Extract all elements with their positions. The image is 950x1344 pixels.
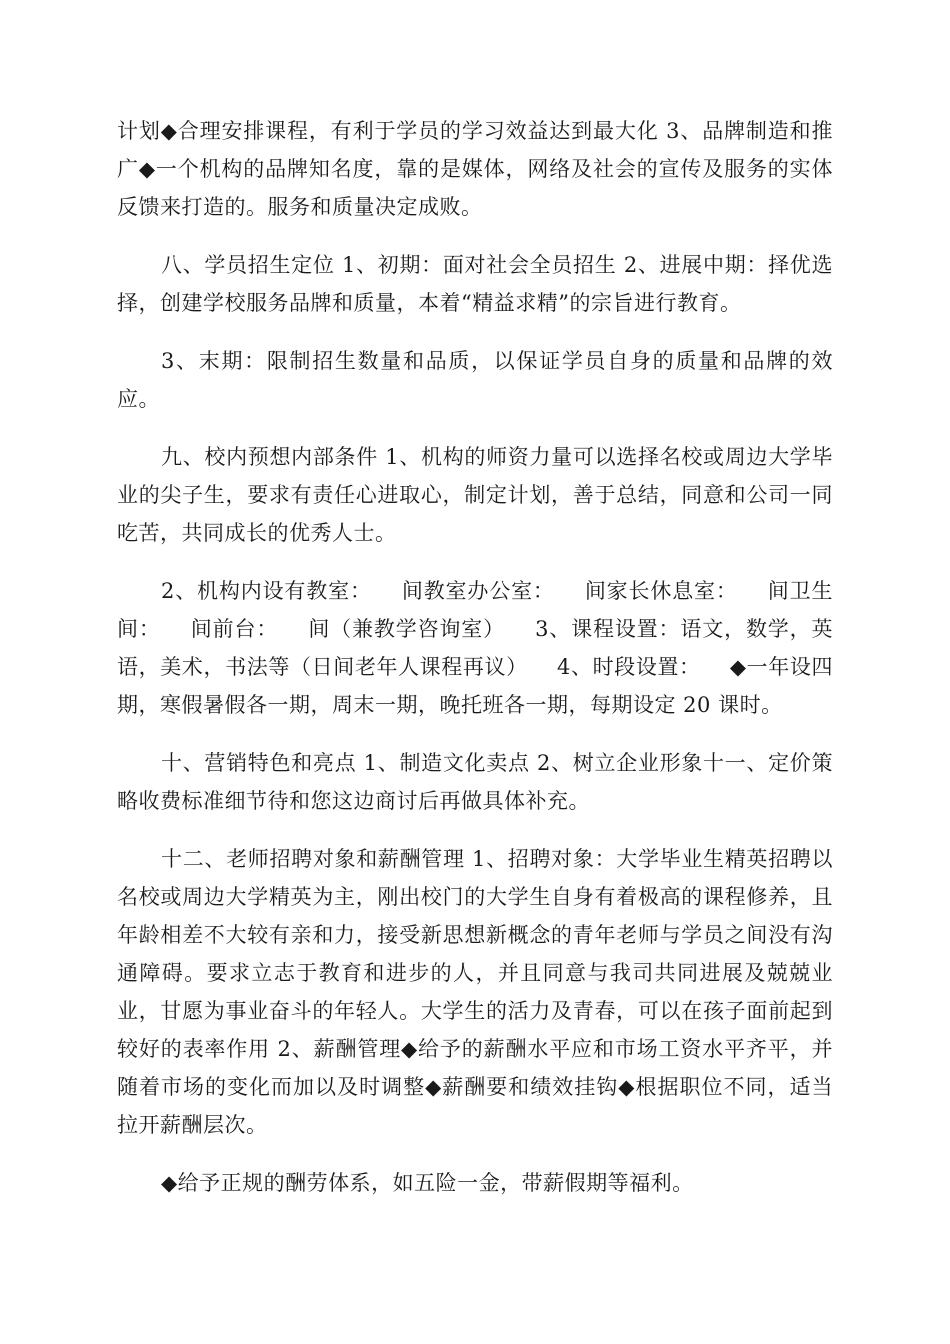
paragraph-student-enrollment: 八、学员招生定位 1、初期：面对社会全员招生 2、进展中期：择优选择，创建学校服务品牌和质量，本着“精益求精”的宗旨进行教育。 (117, 253, 833, 315)
paragraph-final-stage: 3、末期：限制招生数量和品质，以保证学员自身的质量和品牌的效应。 (117, 349, 833, 411)
paragraph-internal-conditions: 九、校内预想内部条件 1、机构的师资力量可以选择名校或周边大学毕业的尖子生，要求有责任心进取心，制定计划，善于总结，同意和公司一同吃苦，共同成长的优秀人士。 (117, 445, 833, 545)
paragraph-marketing: 十、营销特色和亮点 1、制造文化卖点 2、树立企业形象十一、定价策略收费标准细节待和您这边商讨后再做具体补充。 (117, 751, 833, 813)
paragraph-facilities: 2、机构内设有教室： 间教室办公室： 间家长休息室： 间卫生间： 间前台： 间（兼教学咨询室） 3、课程设置：语文，数学，英语，美术，书法等（日间老年人课程再议） 4、时段设置： ◆一年设四期，寒假暑假各一期，周末一期，晚托班各一期，每期设定 20 课时。 (117, 579, 833, 717)
paragraph-teacher-recruitment: 十二、老师招聘对象和薪酬管理 1、招聘对象：大学毕业生精英招聘以名校或周边大学精英为主，刚出校门的大学生自身有着极高的课程修养，且年龄相差不大较有亲和力，接受新思想新概念的青年老师与学员之间没有沟通障碍。要求立志于教育和进步的人，并且同意与我司共同进展及兢兢业业，甘愿为事业奋斗的年轻人。大学生的活力及青春，可以在孩子面前起到较好的表率作用 2、薪酬管理◆给予的薪酬水平应和市场工资水平齐平，并随着市场的变化而加以及时调整◆薪酬要和绩效挂钩◆根据职位不同，适当拉开薪酬层次。 (117, 847, 833, 1137)
paragraph-benefits: ◆给予正规的酬劳体系，如五险一金，带薪假期等福利。 (161, 1171, 694, 1195)
paragraph-continuation: 计划◆合理安排课程，有利于学员的学习效益达到最大化 3、品牌制造和推广◆一个机构的品牌知名度，靠的是媒体，网络及社会的宣传及服务的实体反馈来打造的。服务和质量决定成败。 (117, 119, 833, 219)
document-body (117, 112, 833, 1222)
